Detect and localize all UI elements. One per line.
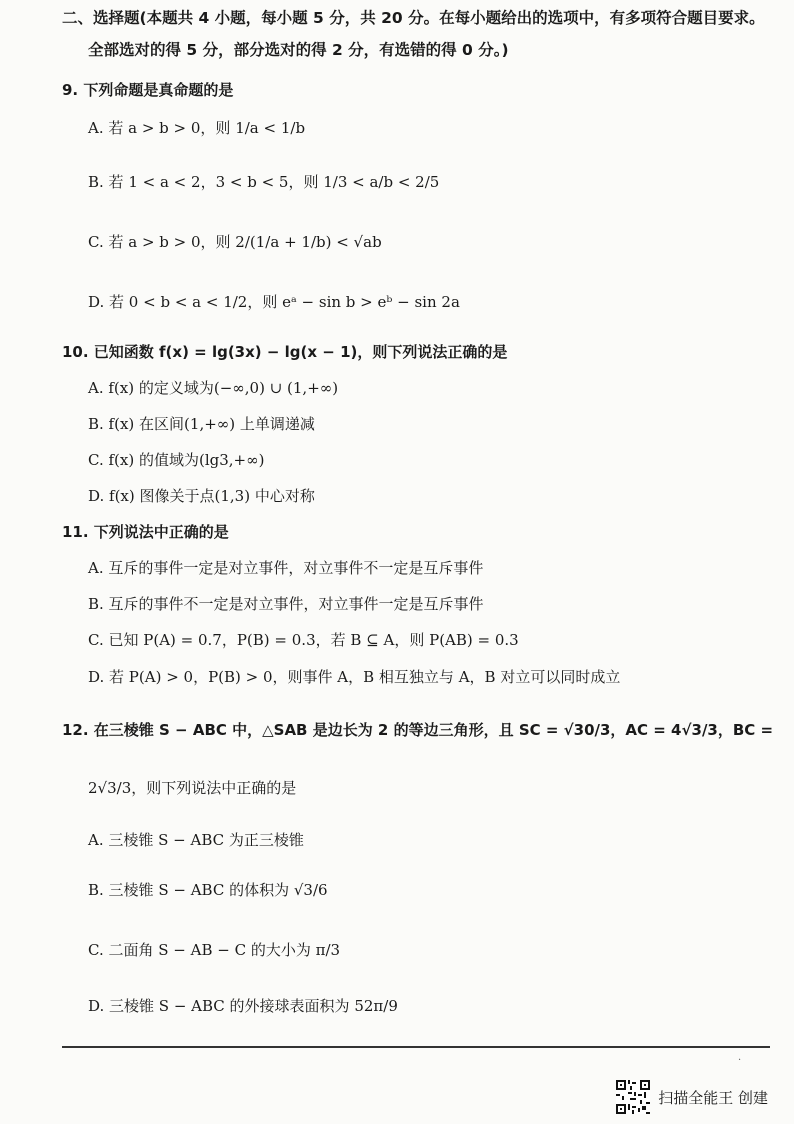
- question-12-stem-line2: 2√3/3，则下列说法中正确的是: [88, 779, 297, 797]
- question-12-option-d: D. 三棱锥 S − ABC 的外接球表面积为 52π/9: [88, 997, 398, 1015]
- question-10-option-c: C. f(x) 的值域为(lg3,+∞): [88, 451, 265, 469]
- question-12-option-a: A. 三棱锥 S − ABC 为正三棱锥: [88, 831, 304, 849]
- footer: [616, 1080, 768, 1114]
- question-11-option-d: D. 若 P(A) > 0，P(B) > 0，则事件 A，B 相互独立与 A，B 对立可以同时成立: [88, 668, 621, 686]
- scanner-watermark: 扫描全能王 创建: [658, 1088, 768, 1107]
- question-11-stem: 11. 下列说法中正确的是: [62, 523, 229, 541]
- question-10-option-a: A. f(x) 的定义域为(−∞,0) ∪ (1,+∞): [88, 379, 339, 397]
- question-12-option-b: B. 三棱锥 S − ABC 的体积为 √3/6: [88, 881, 328, 899]
- section-heading-line2: 全部选对的得 5 分，部分选对的得 2 分，有选错的得 0 分。): [88, 41, 509, 59]
- question-9-option-a: A. 若 a > b > 0，则 1/a < 1/b: [88, 119, 306, 137]
- question-9-stem: 9. 下列命题是真命题的是: [62, 81, 234, 99]
- question-9-option-d: D. 若 0 < b < a < 1/2，则 eᵃ − sin b > eᵇ − sin 2a: [88, 293, 460, 311]
- question-10-option-d: D. f(x) 图像关于点(1,3) 中心对称: [88, 487, 315, 505]
- question-9-option-b: B. 若 1 < a < 2，3 < b < 5，则 1/3 < a/b < 2/5: [88, 173, 440, 191]
- question-9-option-c: C. 若 a > b > 0，则 2/(1/a + 1/b) < √ab: [88, 233, 382, 251]
- scan-speck: ·: [738, 1055, 742, 1066]
- section-heading-line1: 二、选择题(本题共 4 小题，每小题 5 分，共 20 分。在每小题给出的选项中，有多项符合题目要求。: [62, 9, 765, 27]
- question-11-option-c: C. 已知 P(A) = 0.7，P(B) = 0.3，若 B ⊆ A，则 P(AB) = 0.3: [88, 631, 519, 649]
- question-10-option-b: B. f(x) 在区间(1,+∞) 上单调递减: [88, 415, 315, 433]
- question-12-stem-line1: 12. 在三棱锥 S − ABC 中，△SAB 是边长为 2 的等边三角形，且 SC = √30/3，AC = 4√3/3，BC =: [62, 721, 774, 739]
- qr-code-icon: [616, 1080, 650, 1114]
- question-11-option-a: A. 互斥的事件一定是对立事件，对立事件不一定是互斥事件: [88, 559, 484, 577]
- footer-rule: [62, 1046, 770, 1048]
- question-12-option-c: C. 二面角 S − AB − C 的大小为 π/3: [88, 941, 341, 959]
- question-11-option-b: B. 互斥的事件不一定是对立事件，对立事件一定是互斥事件: [88, 595, 484, 613]
- question-10-stem: 10. 已知函数 f(x) = lg(3x) − lg(x − 1)，则下列说法正确的是: [62, 343, 508, 361]
